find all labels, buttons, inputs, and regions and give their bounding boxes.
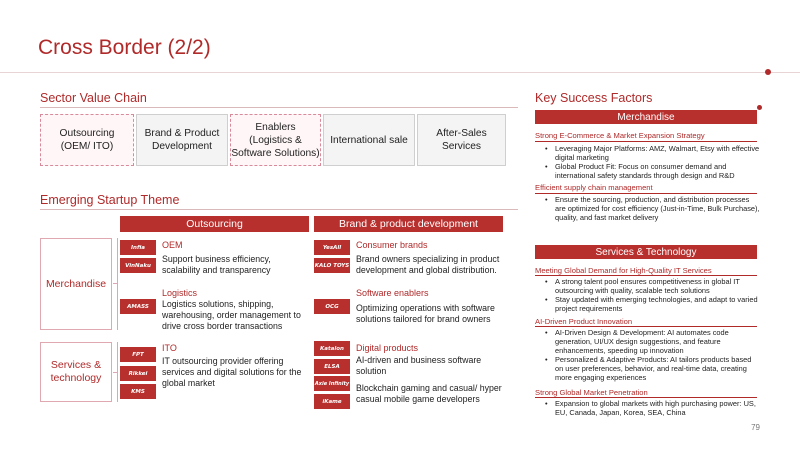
ksf-bullet: • A strong talent pool ensures competitiveness in global IT outsourcing with quality, scalable tech solutions [555,277,760,295]
ksf-bullet: • Stay updated with emerging technologies, and adapt to varied project requirements [555,295,760,313]
logo-kalo-toys: KALO TOYS [314,258,350,273]
ksf-merch-group-2-title: Efficient supply chain management [535,183,653,192]
ksf-heading: Key Success Factors [535,91,653,105]
oem-title: OEM [162,240,183,250]
software-enablers-description: Optimizing operations with software solutions tailored for brand owners [356,303,495,324]
consumer-brands-description: Brand owners specializing in product development and global distribution. [356,254,500,275]
logistics-description: Logistics solutions, shipping, warehousing, order management to drive cross border transactions [162,299,301,331]
logo-yesall: YesAll [314,240,350,255]
value-chain-step-brand: Brand & Product Development [136,114,228,166]
ksf-services-header: Services & Technology [535,245,757,259]
ito-description: IT outsourcing provider offering services and digital solutions for the global market [162,356,302,388]
ito-title: ITO [162,343,177,353]
ksf-bullet: • Expansion to global markets with high purchasing power: US, EU, Canada, Japan, Korea, SEA, China [555,399,760,417]
outsourcing-column-header: Outsourcing [120,216,309,232]
ksf-merch-group-1-title: Strong E-Commerce & Market Expansion Strategy [535,131,705,140]
ksf-header-dot [757,105,762,110]
ksf-bullet: • Ensure the sourcing, production, and distribution processes are optimized for cost efficiency (Just-in-Time, Bulk Purchase), quality, and fast market delivery [555,195,760,223]
logo-elsa: ELSA [314,359,350,374]
ksf-svc-group-2-title: AI-Driven Product Innovation [535,317,633,326]
ksf-merch-group-1-underline [535,141,757,142]
ksf-svc-group-3-underline [535,397,757,398]
title-divider [0,72,800,73]
title-divider-dot [765,69,771,75]
value-chain-heading: Sector Value Chain [40,91,147,105]
value-chain-divider [40,107,518,108]
ksf-bullet: • Personalized & Adaptive Products: AI tailors products based on user preferences, behavior, and real-time data, creating more engaging experiences [555,355,760,383]
ksf-svc-group-1-underline [535,275,757,276]
startup-divider [40,209,518,210]
ksf-svc-group-3-title: Strong Global Market Penetration [535,388,648,397]
value-chain-step-outsourcing: Outsourcing (OEM/ ITO) [40,114,134,166]
ksf-merchandise-header: Merchandise [535,110,757,124]
ksf-bullet: • Global Product Fit: Focus on consumer demand and international safety standards through design and R&D [555,162,760,180]
consumer-brands-title: Consumer brands [356,240,428,250]
ksf-bullet: • Leveraging Major Platforms: AMZ, Walmart, Etsy with effective digital marketing [555,144,760,162]
software-enablers-title: Software enablers [356,288,429,298]
ksf-svc-group-1-title: Meeting Global Demand for High-Quality IT Services [535,266,712,275]
logo-fpt: FPT [120,347,156,362]
ksf-svc-group-2-underline [535,326,757,327]
row-label-merchandise: Merchandise [40,238,112,330]
value-chain-step-after-sales: After-Sales Services [417,114,506,166]
logo-katalon: Katalon [314,341,350,356]
logo-infia: Infia [120,240,156,255]
merch-bracket [117,238,118,330]
brand-column-header: Brand & product development [314,216,503,232]
value-chain-step-enablers: Enablers (Logistics & Software Solutions) [230,114,321,166]
logo-axie-infinity: Axie Infinity [314,376,350,391]
digital-products-title: Digital products [356,343,419,353]
page-number: 79 [751,423,760,432]
row-label-services-technology: Services & technology [40,342,112,402]
svc-connector [113,372,118,373]
digital-products-description-ai: AI-driven and business software solution [356,355,482,376]
digital-products-description-gaming: Blockchain gaming and casual/ hyper casual mobile game developers [356,383,502,404]
logo-vinnaku: VinNaku [120,258,156,273]
page-title: Cross Border (2/2) [38,36,211,59]
logo-ikame: iKame [314,394,350,409]
logistics-title: Logistics [162,288,198,298]
ksf-merch-group-2-underline [535,193,757,194]
logo-ocg: OCG [314,299,350,314]
oem-description: Support business efficiency, scalability and transparency [162,254,271,275]
logo-rikkei: Rikkei [120,366,156,381]
merch-connector [113,283,118,284]
value-chain-step-international-sale: International sale [323,114,415,166]
logo-kms: KMS [120,384,156,399]
startup-heading: Emerging Startup Theme [40,193,180,207]
ksf-bullet: • AI-Driven Design & Development: AI automates code generation, UI/UX design suggestions, and feature enhancements, speeding up innovation [555,328,760,356]
logo-amass: AMASS [120,299,156,314]
